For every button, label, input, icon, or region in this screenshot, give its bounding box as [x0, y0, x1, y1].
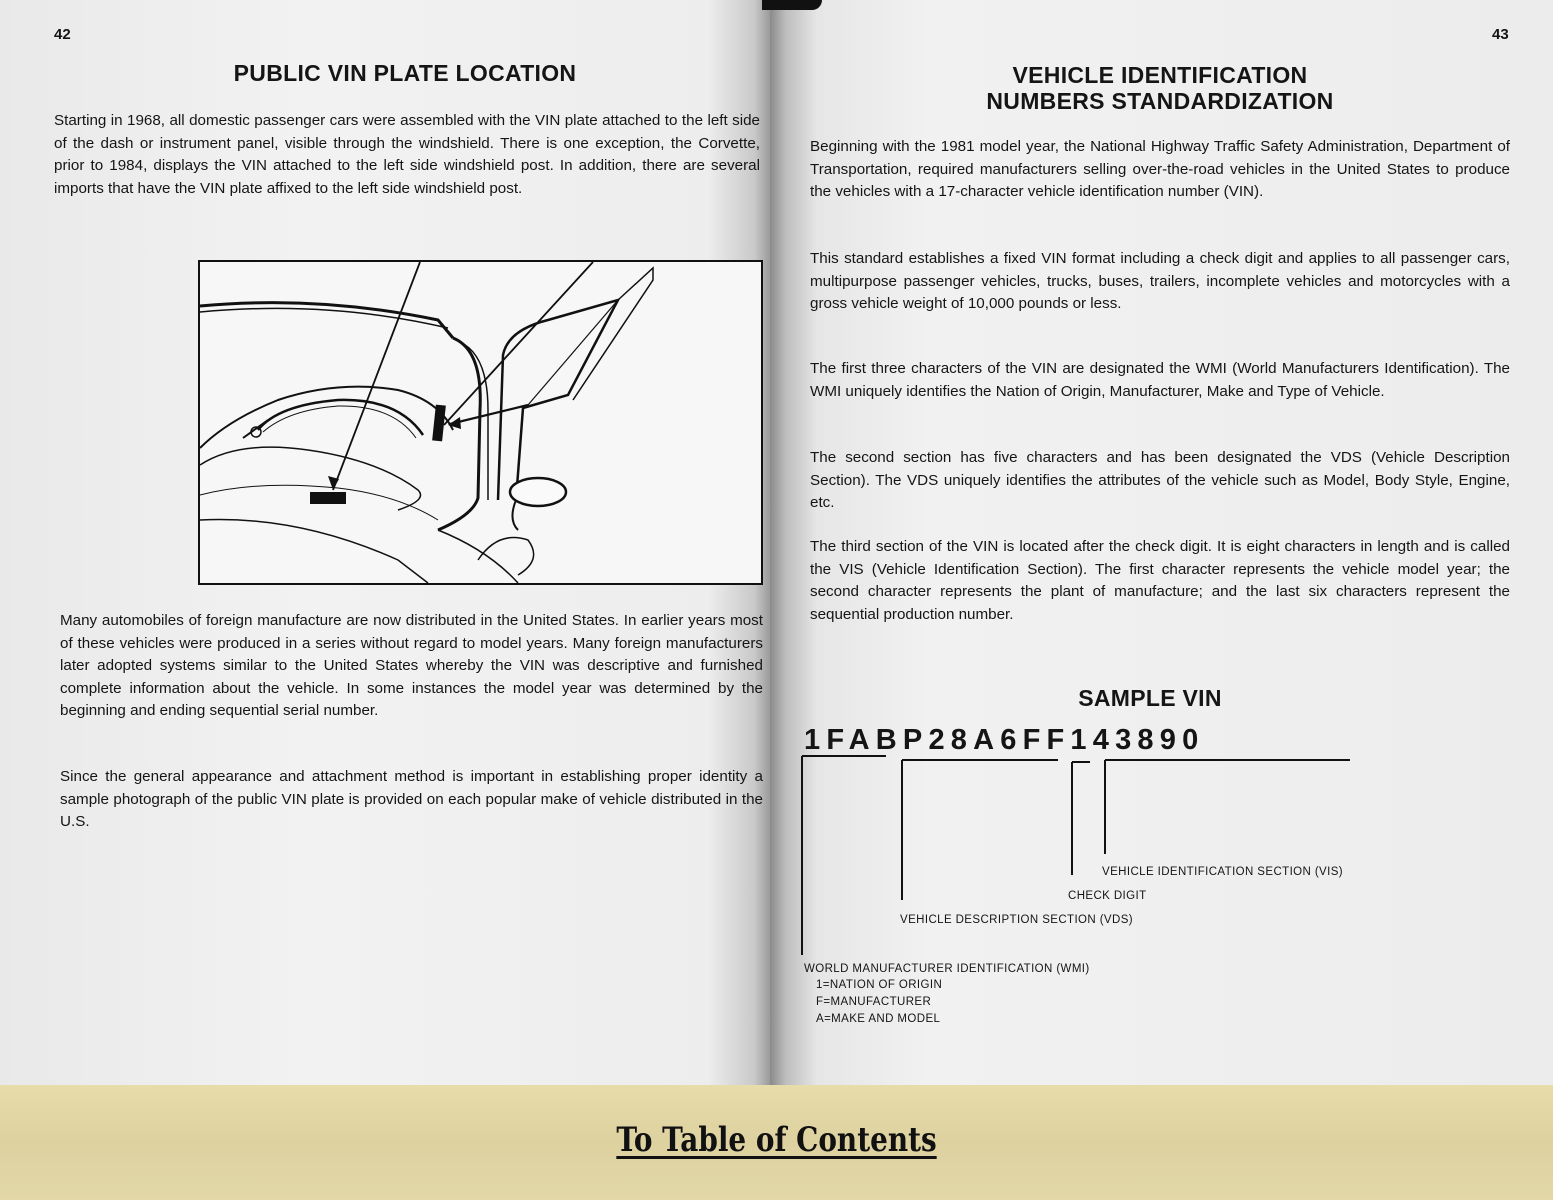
wmi-sub-manufacturer: F=MANUFACTURER: [816, 996, 932, 1008]
right-heading-line-2: NUMBERS STANDARDIZATION: [986, 88, 1334, 114]
page-number-left: 42: [54, 26, 71, 43]
sample-vin-heading: SAMPLE VIN: [1078, 685, 1222, 711]
left-page: [0, 0, 770, 1085]
right-paragraph-3: The first three characters of the VIN are designated the WMI (World Manufacturers Identification). The WMI uniquely identifies the Nation of Origin, Manufacturer, Make and Type of Vehicle.: [810, 360, 1510, 400]
left-paragraph-3: Since the general appearance and attachment method is important in establishing proper identity a sample photograph of the public VIN plate is provided on each popular make of vehicle distributed in the U.S.: [60, 768, 763, 831]
sample-vin-number: 1FABP28A6FF143890: [804, 724, 1205, 756]
right-paragraph-2: This standard establishes a fixed VIN format including a check digit and applies to all passenger cars, multipurpose passenger vehicles, trucks, buses, trailers, incomplete vehicles and motorcycles with a gross vehicle weight of 10,000 pounds or less.: [810, 250, 1510, 313]
table-of-contents-link[interactable]: To Table of Contents: [616, 1120, 937, 1160]
right-heading-line-1: VEHICLE IDENTIFICATION: [1012, 62, 1308, 88]
right-paragraph-1: Beginning with the 1981 model year, the National Highway Traffic Safety Administration, Department of Transportation, required manufacturers selling over-the-road vehicles in the United States to produce the vehicles with a 17-character vehicle identification number (VIN).: [810, 138, 1510, 201]
check-digit-label: CHECK DIGIT: [1068, 890, 1147, 902]
left-page-heading: PUBLIC VIN PLATE LOCATION: [233, 60, 577, 86]
vin-plate-location-illustration: [198, 260, 763, 585]
book-spine-shadow: [762, 0, 822, 10]
vis-label: VEHICLE IDENTIFICATION SECTION (VIS): [1102, 866, 1344, 878]
wmi-sub-nation: 1=NATION OF ORIGIN: [816, 979, 943, 991]
vin-section-brackets: [790, 750, 1390, 960]
vds-label: VEHICLE DESCRIPTION SECTION (VDS): [900, 914, 1134, 926]
right-paragraph-4: The second section has five characters and has been designated the VDS (Vehicle Description Section). The VDS uniquely identifies the attributes of the vehicle such as Model, Body Style, Engine, etc.: [810, 449, 1510, 512]
left-paragraph-2: Many automobiles of foreign manufacture are now distributed in the United States. In earlier years most of these vehicles were produced in a series without regard to model years. Many foreign manufacturers later adopted systems similar to the United States whereby the VIN was descriptive and furnished complete information about the vehicle. In some instances the model year was determined by the beginning and ending sequential serial number.: [60, 612, 763, 720]
right-paragraph-5: The third section of the VIN is located after the check digit. It is eight characters in length and is called the VIS (Vehicle Identification Section). The first character represents the vehicle model year; the second character represents the plant of manufacture; and the last six characters represent the sequential production number.: [810, 538, 1510, 623]
left-paragraph-1: Starting in 1968, all domestic passenger cars were assembled with the VIN plate attached to the left side of the dash or instrument panel, visible through the windshield. There is one exception, the Corvette, prior to 1984, displays the VIN attached to the left side windshield post. In addition, there are several imports that have the VIN plate affixed to the left side windshield post.: [54, 112, 760, 197]
wmi-label: WORLD MANUFACTURER IDENTIFICATION (WMI): [804, 963, 1090, 975]
page-number-right: 43: [1492, 26, 1509, 43]
wmi-sub-make-model: A=MAKE AND MODEL: [816, 1013, 941, 1025]
